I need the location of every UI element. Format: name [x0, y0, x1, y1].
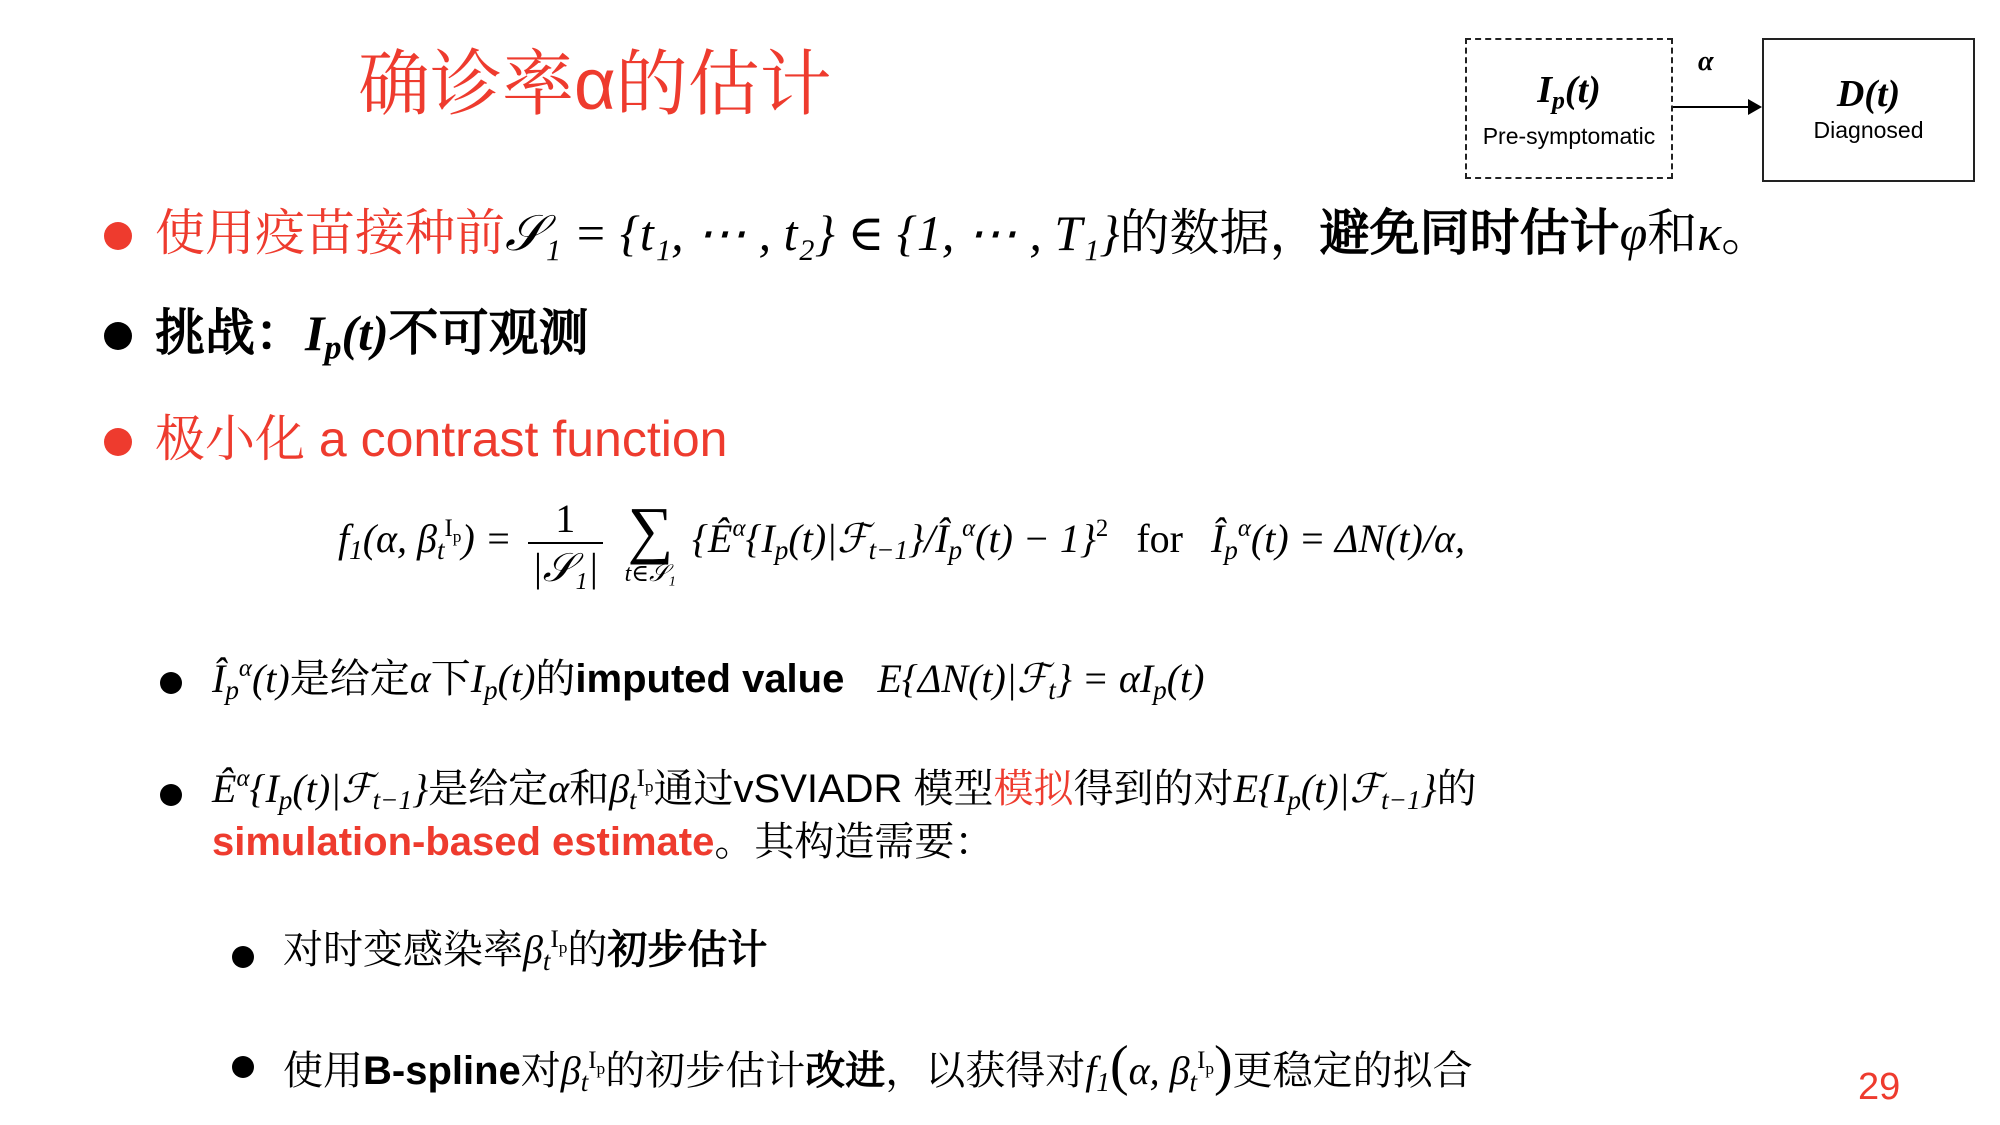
transition-arrow — [1673, 106, 1757, 108]
sub-bullet-simulation-estimate: $Ê^\alpha\{I_p(t)|ℱ_{t-1}\}$是给定α和$\beta_t^{I_p}$通过vSVIADR 模型模拟得到的对$E\{I_p(t)|ℱ_{t-1}\}$的 — [212, 765, 1477, 815]
bullet-dot — [104, 322, 132, 350]
diagnosed-title: D(t) — [1836, 73, 1901, 115]
sub-sub-bullet-dot — [232, 946, 254, 968]
presymptomatic-title: $I_p(t)$ — [1537, 69, 1601, 115]
sub-bullet-dot — [160, 784, 182, 806]
slide-title: 确诊率α的估计 — [358, 45, 832, 125]
contrast-formula: $f_1(\alpha$, $\beta_t^{I_p}$) = $\frac{1}{\text{|𝒮₁|}}$ ∑ t∈𝒮₁ $\{Ê^\alpha\{I_p(t)|ℱ_{t-1}\}/Î_p^\alpha(t) - 1\}^2$ for $Î_p^\alpha(t) = \Delta N(t)/\alpha$, — [338, 494, 1465, 590]
sub-bullet-simulation-estimate-line2: simulation-based estimate。其构造需要： — [212, 820, 995, 864]
bullet-dot — [104, 222, 132, 250]
bullet-contrast-function: 极小化 a contrast function — [155, 411, 728, 467]
bullet-challenge: 挑战：$I_p(t)$不可观测 — [155, 305, 589, 367]
sub-bullet-imputed-value: $Î_p^\alpha(t)$是给定α下$I_p(t)$的imputed value E{ΔN(t)|ℱ$_t$} = $\alpha I_p(t)$ — [212, 655, 1205, 705]
bullet-vaccination-data: 使用疫苗接种前𝒮₁ = {t₁, ⋯ , t₂} ∈ {1, ⋯ , T₁}的数据，避免同时估计φ和κ。 — [155, 205, 1772, 261]
sub-bullet-dot — [160, 672, 182, 694]
diagnosed-label: Diagnosed — [1813, 117, 1924, 143]
sub-sub-bullet-bspline: 使用B-spline对$\beta_t^{I_p}$的初步估计改进，以获得对$f_1(\alpha$, $\beta_t^{I_p}$)更稳定的拟合 — [283, 1035, 1473, 1097]
presymptomatic-label: Pre-symptomatic — [1482, 123, 1656, 150]
bullet-dot — [104, 428, 132, 456]
formula-fraction: $\frac{1}{\text{|𝒮₁|}}$ — [528, 495, 603, 591]
ip-t-math: $I_p(t)$ — [305, 305, 389, 367]
diagnosed-box — [1762, 38, 1975, 182]
page-number: 29 — [1858, 1066, 1901, 1108]
arrow-label: α — [1698, 46, 1714, 77]
presymptomatic-box — [1465, 38, 1673, 179]
sub-sub-bullet-dot — [232, 1056, 254, 1078]
sum-symbol: ∑ t∈𝒮₁ — [624, 494, 676, 587]
sub-sub-bullet-initial-estimate: 对时变感染率$\beta_t^{I_p}$的初步估计 — [283, 926, 768, 976]
arrow-head-icon — [1748, 99, 1762, 115]
